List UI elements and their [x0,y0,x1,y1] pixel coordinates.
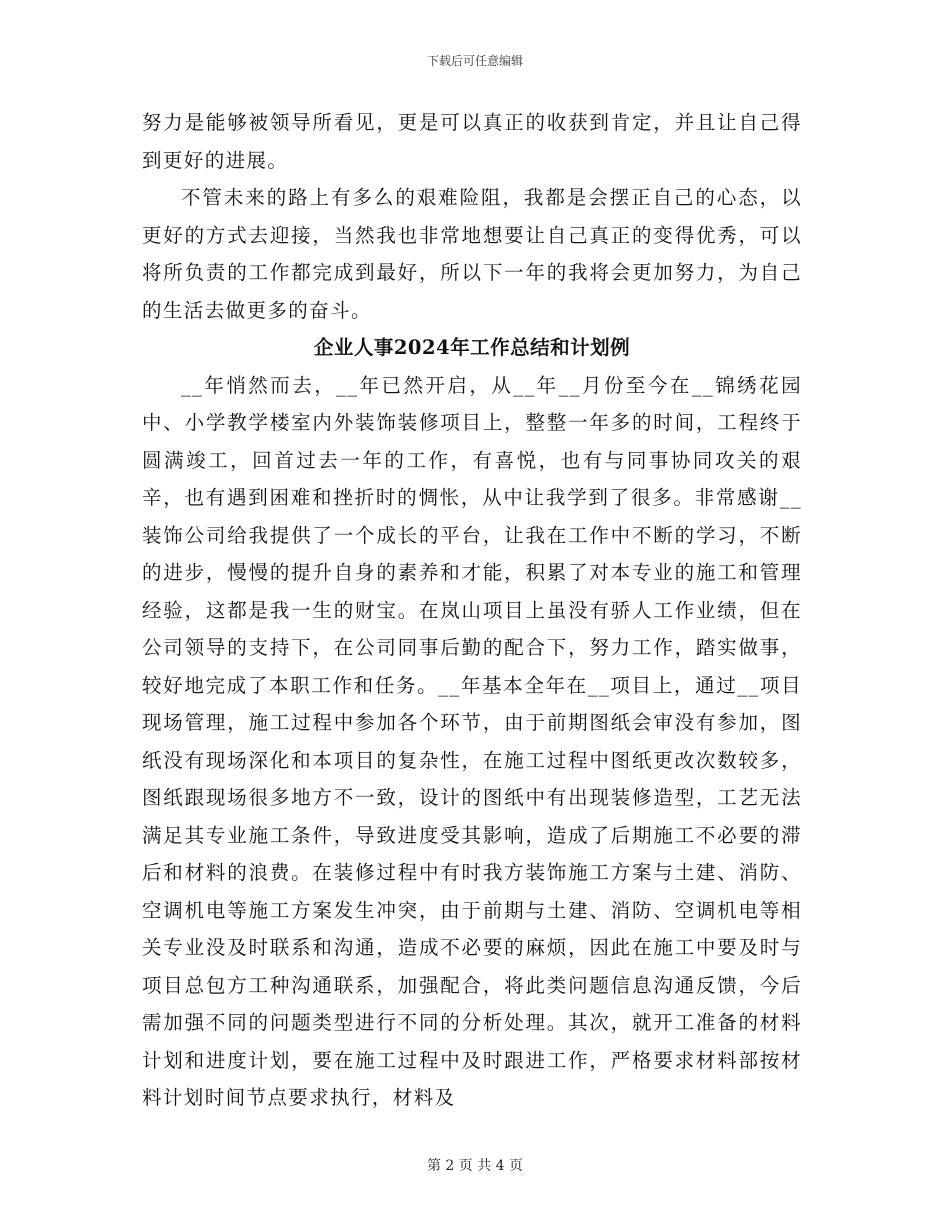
section-title: 企业人事2024年工作总结和计划例 [313,336,631,359]
paragraph-closing: 不管未来的路上有多么的艰难险阻，我都是会摆正自己的心态，以更好的方式去迎接，当然我也非常地想要让自己真正的变得优秀，可以将所负责的工作都完成到最好，所以下一年的我将会更加努力，为自己的生活去做更多的奋斗。 [142,186,802,322]
paragraph-continuation: 努力是能够被领导所看见，更是可以真正的收获到肯定，并且让自己得到更好的进展。 [142,111,802,172]
document-body [142,104,802,1117]
page-footer: 第 2 页 共 4 页 [426,1158,524,1174]
paragraph-body: __年悄然而去，__年已然开启，从__年__月份至今在__锦绣花园中、小学教学楼室内外装饰装修项目上，整整一年多的时间，工程终于圆满竣工，回首过去一年的工作，有喜悦，也有与同事协同攻关的艰辛，也有遇到困难和挫折时的惆怅，从中让我学到了很多。非常感谢__装饰公司给我提供了一个成长的平台，让我在工作中不断的学习，不断的进步，慢慢的提升自身的素养和才能，积累了对本专业的施工和管理经验，这都是我一生的财宝。在岚山项目上虽没有骄人工作业绩，但在公司领导的支持下，在公司同事后勤的配合下，努力工作，踏实做事，较好地完成了本职工作和任务。__年基本全年在__项目上，通过__项目现场管理，施工过程中参加各个环节，由于前期图纸会审没有参加，图纸没有现场深化和本项目的复杂性，在施工过程中图纸更改次数较多，图纸跟现场很多地方不一致，设计的图纸中有出现装修造型，工艺无法满足其专业施工条件，导致进度受其影响，造成了后期施工不必要的滞后和材料的浪费。在装修过程中有时我方装饰施工方案与土建、消防、空调机电等施工方案发生冲突，由于前期与土建、消防、空调机电等相关专业没及时联系和沟通，造成不必要的麻烦，因此在施工中要及时与项目总包方工种沟通联系，加强配合，将此类问题信息沟通反馈，今后需加强不同的问题类型进行不同的分析处理。其次，就开工准备的材料计划和进度计划，要在施工过程中及时跟进工作，严格要求材料部按材料计划时间节点要求执行，材料及 [142,373,802,1109]
page-header: 下载后可任意编辑 [426,54,523,68]
